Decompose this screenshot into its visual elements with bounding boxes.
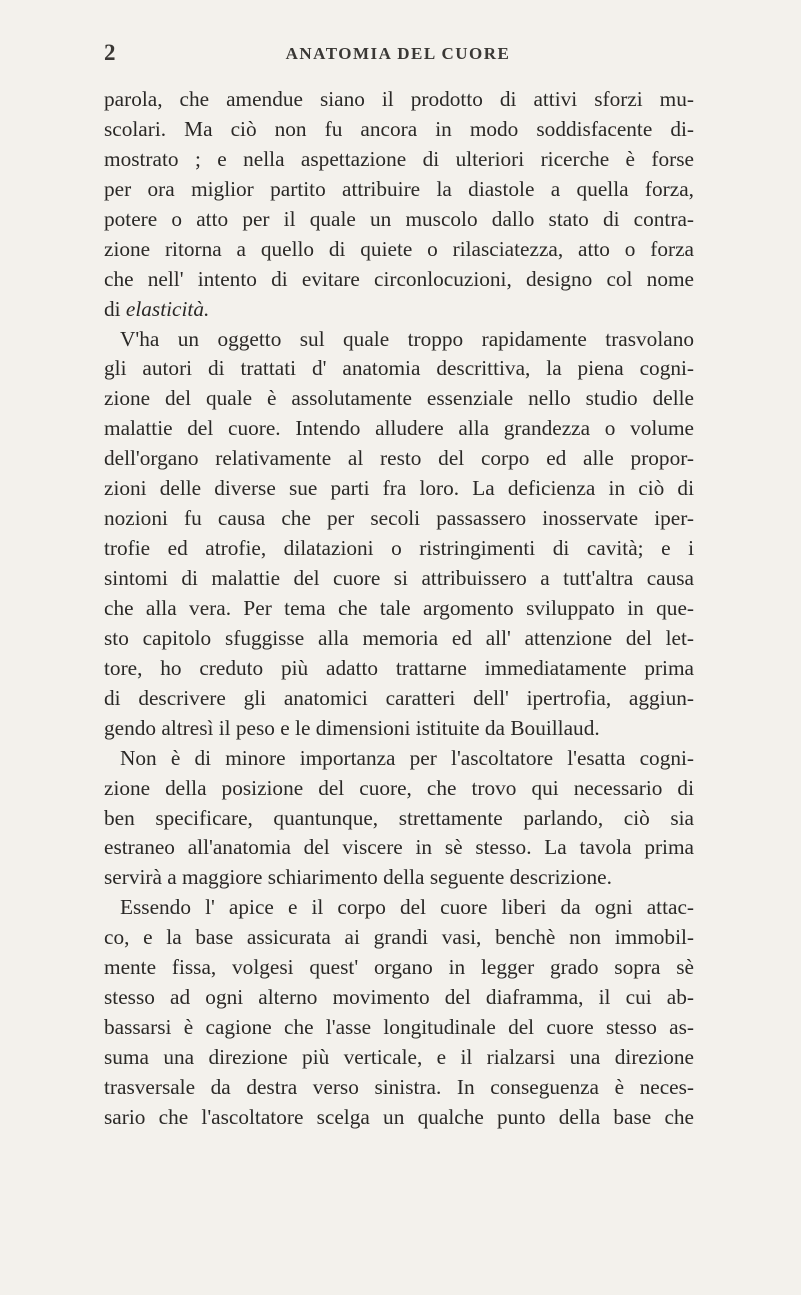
text-line-content: estraneo all'anatomia del viscere in sè stesso. La tavola prima [104, 835, 694, 860]
running-head [104, 40, 692, 70]
text-line-content: sto capitolo sfuggisse alla memoria ed all' attenzione del let- [104, 625, 694, 650]
text-line-content: per ora miglior partito attribuire la diastole a quella forza, [104, 176, 694, 201]
text-line [104, 684, 694, 714]
text-line-content: tore, ho creduto più adatto trattarne immediatamente prima [104, 655, 694, 680]
text-line-content: di [104, 296, 126, 321]
text-line [104, 354, 694, 384]
text-line-content: zioni delle diverse sue parti fra loro. La deficienza in ciò di [104, 476, 694, 501]
text-line-content: co, e la base assicurata ai grandi vasi, benchè non immobil- [104, 925, 694, 950]
text-line-content: stesso ad ogni alterno movimento del diaframma, il cui ab- [104, 985, 694, 1010]
text-line-content: malattie del cuore. Intendo alludere alla grandezza o volume [104, 416, 694, 441]
text-line-content: bassarsi è cagione che l'asse longitudinale del cuore stesso as- [104, 1015, 694, 1040]
text-line-content: zione ritorna a quello di quiete o rilasciatezza, atto o forza [104, 236, 694, 261]
text-line [104, 325, 694, 355]
text-line-content: trofie ed atrofie, dilatazioni o ristringimenti di cavità; e i [104, 536, 694, 561]
text-line [104, 833, 694, 863]
text-line-content: mostrato ; e nella aspettazione di ulteriori ricerche è forse [104, 146, 694, 171]
text-line-content: dell'organo relativamente al resto del corpo ed alle propor- [104, 446, 694, 471]
text-line [104, 804, 694, 834]
text-line-content: sintomi di malattie del cuore si attribuissero a tutt'altra causa [104, 566, 694, 590]
text-line [104, 923, 694, 953]
italic-term: elasticità. [125, 296, 210, 321]
text-line [104, 1103, 694, 1133]
text-line [104, 115, 694, 145]
text-line-content: scolari. Ma ciò non fu ancora in modo soddisfacente di- [104, 116, 694, 141]
text-line [104, 205, 694, 235]
text-line [104, 594, 694, 624]
text-line-content: servirà a maggiore schiarimento della seguente descrizione. [104, 865, 612, 890]
text-line-content: gli autori di trattati d' anatomia descrittiva, la piena cogni- [104, 356, 694, 381]
text-line [104, 145, 694, 175]
text-line [104, 85, 694, 115]
running-title: ANATOMIA DEL CUORE [285, 44, 511, 63]
text-line [104, 953, 694, 983]
text-line-content: V'ha un oggetto sul quale troppo rapidamente trasvolano [120, 326, 694, 351]
text-line [104, 175, 694, 205]
text-line [104, 654, 694, 684]
text-line [104, 534, 694, 564]
text-line [104, 744, 694, 774]
text-line [104, 714, 694, 744]
text-line [104, 1013, 694, 1043]
text-line-content: gendo altresì il peso e le dimensioni istituite da Bouillaud. [104, 715, 600, 740]
text-line [104, 893, 694, 923]
text-line-content: parola, che amendue siano il prodotto di attivi sforzi mu- [104, 87, 694, 111]
text-line-content: Non è di minore importanza per l'ascoltatore l'esatta cogni- [120, 745, 694, 770]
text-line [104, 295, 694, 325]
text-line-content: di descrivere gli anatomici caratteri dell' ipertrofia, aggiun- [104, 685, 694, 710]
text-line [104, 474, 694, 504]
text-line-content: sario che l'ascoltatore scelga un qualche punto della base che [104, 1104, 694, 1129]
page-number: 2 [104, 40, 116, 65]
text-line [104, 863, 694, 893]
text-line-content: suma una direzione più verticale, e il rialzarsi una direzione [104, 1045, 694, 1069]
text-line [104, 983, 694, 1013]
text-line [104, 444, 694, 474]
text-line [104, 235, 694, 265]
text-line [104, 1073, 694, 1103]
text-line-content: ben specificare, quantunque, strettamente parlando, ciò sia [104, 805, 694, 830]
text-line [104, 384, 694, 414]
text-line [104, 504, 694, 534]
text-line [104, 624, 694, 654]
text-line-content: che nell' intento di evitare circonlocuzioni, designo col nome [104, 266, 694, 291]
text-line-content: Essendo l' apice e il corpo del cuore liberi da ogni attac- [120, 895, 694, 920]
text-line-content: che alla vera. Per tema che tale argomento sviluppato in que- [104, 595, 694, 620]
text-line [104, 265, 694, 295]
text-line-content: zione della posizione del cuore, che trovo qui necessario di [104, 775, 694, 800]
text-line-content: trasversale da destra verso sinistra. In conseguenza è neces- [104, 1074, 694, 1099]
text-line [104, 1043, 694, 1073]
body-text [104, 85, 694, 1133]
text-line-content: mente fissa, volgesi quest' organo in legger grado sopra sè [104, 955, 694, 980]
text-line-content: zione del quale è assolutamente essenziale nello studio delle [104, 386, 694, 411]
text-line [104, 774, 694, 804]
text-line-content: potere o atto per il quale un muscolo dallo stato di contra- [104, 206, 694, 231]
text-line [104, 414, 694, 444]
text-line [104, 564, 694, 594]
text-line-content: nozioni fu causa che per secoli passassero inosservate iper- [104, 506, 694, 531]
